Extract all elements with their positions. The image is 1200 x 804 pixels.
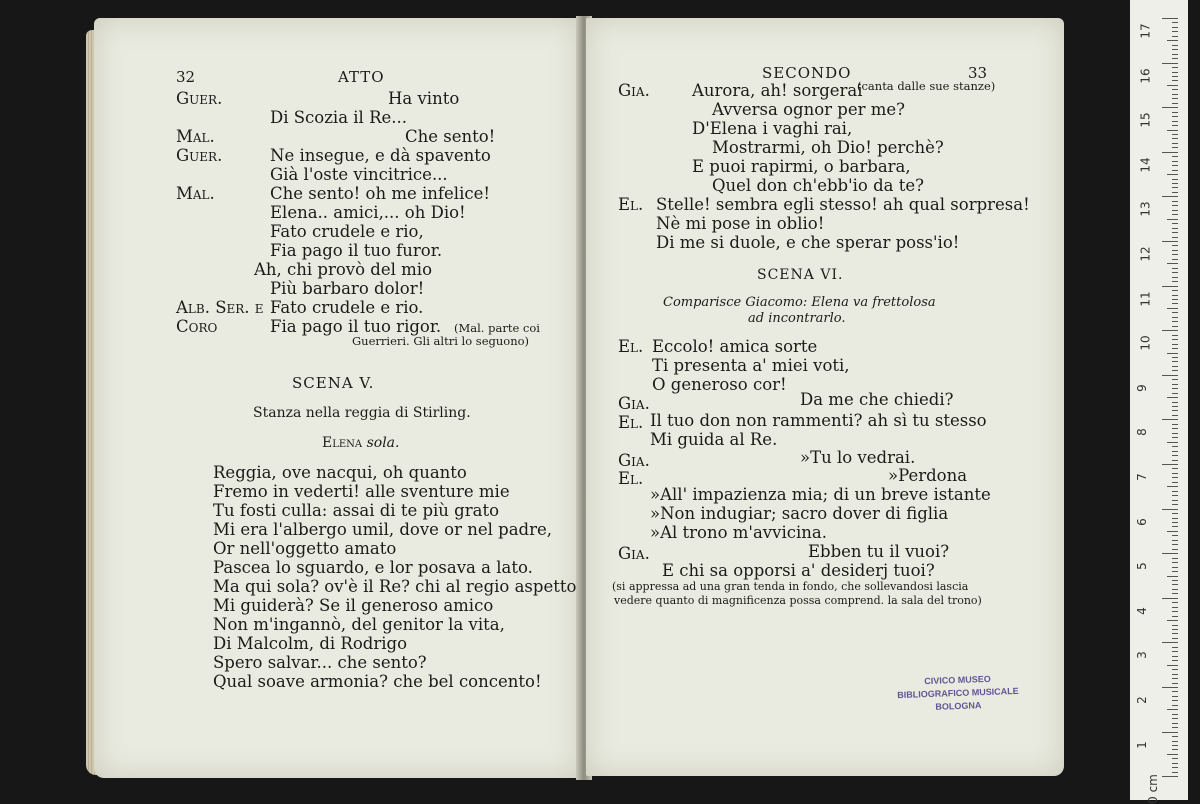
monologue-line: Or nell'oggetto amato [213, 539, 397, 558]
ruler-tick [1172, 143, 1178, 144]
verse-line: Avversa ognor per me? [712, 100, 905, 119]
ruler-tick [1172, 27, 1178, 28]
speaker: Guer. [176, 146, 223, 165]
ruler-number: 4 [1134, 606, 1149, 615]
ruler-tick [1162, 18, 1178, 19]
ruler-tick [1162, 776, 1178, 777]
ruler-number: 17 [1138, 23, 1153, 39]
library-stamp [887, 672, 1028, 716]
ruler-tick [1162, 107, 1178, 108]
speaker: El. [618, 195, 644, 214]
stage-direction: (si appressa ad una gran tenda in fondo, che sollevandosi lascia [612, 580, 969, 593]
ruler-tick [1172, 299, 1178, 300]
verse-line: Elena.. amici,... oh Dio! [270, 203, 466, 222]
ruler-number: 12 [1138, 246, 1153, 262]
verse-line: Che sento! [405, 127, 496, 146]
ruler-tick [1172, 170, 1178, 171]
ruler-tick [1172, 205, 1178, 206]
scene-setting: Stanza nella reggia di Stirling. [253, 405, 471, 421]
stage-direction: vedere quanto di magnificenza possa comprend. la sala del trono) [614, 594, 982, 607]
ruler-tick [1162, 642, 1178, 643]
ruler-tick [1172, 593, 1178, 594]
scene-character [322, 434, 399, 452]
speaker: Guer. [176, 89, 223, 108]
speaker: Gia. [618, 451, 650, 470]
ruler-tick [1172, 638, 1178, 639]
ruler-tick [1172, 589, 1178, 590]
verse-line: Ti presenta a' miei voti, [652, 356, 850, 375]
monologue-line: Mi guiderà? Se il generoso amico [213, 596, 494, 615]
ruler-tick [1172, 36, 1178, 37]
ruler-tick [1162, 375, 1178, 376]
ruler-tick [1172, 161, 1178, 162]
ruler-tick [1172, 611, 1178, 612]
ruler-tick [1172, 103, 1178, 104]
ruler-number: 8 [1134, 428, 1149, 437]
monologue-line: Spero salvar... che sento? [213, 653, 427, 672]
ruler-tick [1172, 674, 1178, 675]
ruler-tick [1172, 669, 1178, 670]
ruler-tick [1172, 232, 1178, 233]
ruler-tick [1172, 718, 1178, 719]
verse-line: Mi guida al Re. [650, 430, 778, 449]
ruler-tick [1172, 482, 1178, 483]
verse-line: E chi sa opporsi a' desiderj tuoi? [662, 561, 935, 580]
ruler-tick [1172, 112, 1178, 113]
ruler-tick [1162, 330, 1178, 331]
stamp-line: BOLOGNA [935, 700, 982, 712]
ruler-tick [1172, 460, 1178, 461]
ruler-tick [1172, 344, 1178, 345]
ruler-tick [1167, 442, 1178, 443]
ruler-number: 11 [1138, 290, 1153, 307]
verse-line: Nè mi pose in oblio! [656, 214, 825, 233]
ruler-tick [1172, 192, 1178, 193]
verse-line: Aurora, ah! sorgerai [692, 81, 863, 100]
verse-line: E puoi rapirmi, o barbara, [692, 157, 911, 176]
verse-line: »Non indugiar; sacro dover di figlia [650, 504, 949, 523]
ruler-tick [1172, 415, 1178, 416]
ruler-tick [1172, 406, 1178, 407]
ruler-tick [1172, 451, 1178, 452]
ruler-tick [1172, 335, 1178, 336]
ruler-tick [1172, 228, 1178, 229]
ruler-tick [1172, 49, 1178, 50]
ruler-tick [1172, 187, 1178, 188]
ruler-tick [1172, 254, 1178, 255]
ruler-tick [1162, 286, 1178, 287]
ruler-tick [1172, 522, 1178, 523]
scene-description: ad incontrarlo. [748, 311, 846, 326]
verse-line: »Perdona [888, 466, 968, 485]
ruler-tick [1167, 754, 1178, 755]
ruler-tick [1167, 40, 1178, 41]
ruler-tick [1172, 607, 1178, 608]
ruler-tick [1172, 361, 1178, 362]
stamp-line: BIBLIOGRAFICO MUSICALE [897, 685, 1019, 701]
ruler-tick [1172, 446, 1178, 447]
ruler-tick [1172, 366, 1178, 367]
ruler-tick [1172, 580, 1178, 581]
ruler-tick [1172, 424, 1178, 425]
ruler-number: 5 [1134, 562, 1149, 571]
ruler-tick [1172, 433, 1178, 434]
speaker: Coro [176, 317, 218, 336]
ruler-tick [1162, 553, 1178, 554]
ruler-tick [1167, 130, 1178, 131]
ruler-tick [1172, 567, 1178, 568]
ruler-tick [1167, 531, 1178, 532]
monologue-line: Ma qui sola? ov'è il Re? chi al regio aspetto [213, 577, 577, 596]
ruler-tick [1172, 76, 1178, 77]
ruler-tick [1172, 691, 1178, 692]
verse-line: Il tuo don non rammenti? ah sì tu stesso [650, 411, 987, 430]
verse-line: Già l'oste vincitrice... [270, 165, 448, 184]
ruler-tick [1172, 223, 1178, 224]
ruler-tick [1172, 455, 1178, 456]
speaker: Gia. [618, 544, 650, 563]
ruler-tick [1172, 736, 1178, 737]
verse-line: Ah, chi provò del mio [254, 260, 433, 279]
page-number-right: 33 [968, 64, 988, 82]
ruler-tick [1172, 683, 1178, 684]
ruler-tick [1172, 705, 1178, 706]
ruler-tick [1162, 196, 1178, 197]
ruler-tick [1172, 388, 1178, 389]
monologue-line: Fremo in vederti! alle sventure mie [213, 482, 510, 501]
ruler-tick [1172, 558, 1178, 559]
ruler-number: 6 [1134, 517, 1149, 526]
ruler-tick [1172, 656, 1178, 657]
ruler-tick [1172, 72, 1178, 73]
ruler-tick [1172, 357, 1178, 358]
ruler-tick [1167, 85, 1178, 86]
ruler-tick [1172, 393, 1178, 394]
monologue-line: Pascea lo sguardo, e lor posava a lato. [213, 558, 533, 577]
monologue-line: Non m'ingannò, del genitor la vita, [213, 615, 505, 634]
ruler-tick [1172, 540, 1178, 541]
stage-direction: Guerrieri. Gli altri lo seguono) [352, 334, 530, 348]
ruler-tick [1172, 651, 1178, 652]
ruler-number: 7 [1134, 473, 1149, 481]
ruler-tick [1172, 245, 1178, 246]
ruler-tick [1172, 647, 1178, 648]
ruler-tick [1172, 562, 1178, 563]
ruler-tick [1172, 402, 1178, 403]
ruler-tick [1172, 763, 1178, 764]
ruler-tick [1172, 518, 1178, 519]
monologue-line: Reggia, ove nacqui, oh quanto [213, 463, 467, 482]
ruler-number: 1 [1134, 740, 1149, 749]
ruler-tick [1162, 464, 1178, 465]
ruler-tick [1172, 544, 1178, 545]
character-name: Elena [322, 435, 363, 451]
ruler-tick [1172, 535, 1178, 536]
ruler-number: 0 cm [1145, 774, 1160, 804]
verse-line: Ha vinto [388, 89, 460, 108]
ruler-tick [1172, 549, 1178, 550]
verse-line: Fato crudele e rio, [270, 222, 424, 241]
ruler-tick [1172, 67, 1178, 68]
ruler-tick [1172, 629, 1178, 630]
ruler-tick [1172, 281, 1178, 282]
ruler-tick [1162, 732, 1178, 733]
ruler-tick [1172, 125, 1178, 126]
ruler-tick [1167, 353, 1178, 354]
ruler-tick [1167, 486, 1178, 487]
verse-line: Di Scozia il Re... [270, 108, 408, 127]
ruler-tick [1172, 602, 1178, 603]
ruler-tick [1172, 94, 1178, 95]
ruler-tick [1172, 214, 1178, 215]
ruler-tick [1167, 174, 1178, 175]
ruler-tick [1172, 268, 1178, 269]
verse-line: Eccolo! amica sorte [652, 337, 818, 356]
ruler-tick [1172, 749, 1178, 750]
ruler-tick [1172, 370, 1178, 371]
verse-line: Fia pago il tuo furor. [270, 241, 443, 260]
verse-line: Di me si duole, e che sperar poss'io! [656, 233, 960, 252]
verse-line: Quel don ch'ebb'io da te? [712, 176, 924, 195]
ruler-tick [1172, 312, 1178, 313]
scene-description: Comparisce Giacomo: Elena va frettolosa [663, 295, 936, 310]
verse-line: Ne insegue, e dà spavento [270, 146, 491, 165]
ruler-tick [1172, 758, 1178, 759]
ruler-tick [1172, 98, 1178, 99]
ruler-tick [1172, 477, 1178, 478]
ruler-tick [1172, 526, 1178, 527]
verse-line: D'Elena i vaghi rai, [692, 119, 853, 138]
verse-line: Mostrarmi, oh Dio! perchè? [712, 138, 944, 157]
ruler-tick [1172, 54, 1178, 55]
monologue-line: Di Malcolm, di Rodrigo [213, 634, 408, 653]
ruler-number: 16 [1138, 67, 1153, 84]
ruler-tick [1172, 317, 1178, 318]
ruler-tick [1172, 468, 1178, 469]
ruler-tick [1172, 321, 1178, 322]
ruler-tick [1172, 147, 1178, 148]
ruler-tick [1172, 58, 1178, 59]
ruler-tick [1172, 741, 1178, 742]
speaker: Mal. [176, 127, 215, 146]
verse-line: Fia pago il tuo rigor. [270, 317, 442, 336]
ruler-tick [1172, 584, 1178, 585]
ruler-tick [1172, 767, 1178, 768]
ruler-tick [1172, 696, 1178, 697]
ruler-tick [1167, 709, 1178, 710]
ruler-tick [1167, 620, 1178, 621]
ruler-tick [1167, 576, 1178, 577]
ruler-number: 13 [1138, 201, 1153, 218]
ruler-tick [1172, 500, 1178, 501]
ruler-tick [1172, 121, 1178, 122]
character-note: sola. [366, 435, 400, 451]
running-head-right: SECONDO [762, 64, 852, 82]
ruler-tick [1162, 63, 1178, 64]
speaker: El. [618, 469, 644, 488]
ruler-tick [1172, 491, 1178, 492]
ruler-tick [1172, 625, 1178, 626]
ruler-tick [1172, 727, 1178, 728]
verse-line: »Al trono m'avvicina. [650, 523, 827, 542]
ruler-tick [1172, 348, 1178, 349]
ruler-tick [1162, 152, 1178, 153]
verse-line: Più barbaro dolor! [270, 279, 425, 298]
speaker: Gia. [618, 394, 650, 413]
ruler-tick [1172, 138, 1178, 139]
ruler-tick [1172, 714, 1178, 715]
measuring-ruler [1130, 0, 1188, 804]
running-head-left: ATTO [338, 68, 385, 86]
ruler-tick [1172, 22, 1178, 23]
ruler-tick [1162, 509, 1178, 510]
ruler-tick [1172, 772, 1178, 773]
ruler-tick [1172, 513, 1178, 514]
verse-line: Fato crudele e rio. [270, 298, 424, 317]
ruler-tick [1172, 116, 1178, 117]
ruler-tick [1172, 437, 1178, 438]
monologue-line: Tu fosti culla: assai di te più grato [213, 501, 500, 520]
ruler-tick [1172, 303, 1178, 304]
ruler-tick [1172, 473, 1178, 474]
ruler-tick [1172, 410, 1178, 411]
ruler-tick [1172, 179, 1178, 180]
ruler-tick [1172, 80, 1178, 81]
ruler-tick [1172, 210, 1178, 211]
stamp-line: CIVICO MUSEO [924, 673, 991, 687]
ruler-tick [1167, 263, 1178, 264]
stage-direction: (canta dalle sue stanze) [857, 79, 996, 93]
scene-title: SCENA VI. [757, 267, 844, 283]
speaker: Gia. [618, 81, 650, 100]
ruler-tick [1167, 219, 1178, 220]
ruler-tick [1167, 308, 1178, 309]
ruler-tick [1162, 419, 1178, 420]
verse-line: Stelle! sembra egli stesso! ah qual sorpresa! [656, 195, 1030, 214]
ruler-tick [1172, 89, 1178, 90]
ruler-number: 9 [1134, 383, 1149, 392]
verse-line: »Tu lo vedrai. [800, 448, 916, 467]
ruler-tick [1172, 339, 1178, 340]
page-number-left: 32 [176, 68, 196, 86]
ruler-tick [1172, 183, 1178, 184]
ruler-tick [1172, 272, 1178, 273]
ruler-tick [1172, 295, 1178, 296]
ruler-tick [1172, 616, 1178, 617]
ruler-tick [1172, 428, 1178, 429]
ruler-tick [1172, 326, 1178, 327]
ruler-tick [1172, 571, 1178, 572]
speaker: Mal. [176, 184, 215, 203]
ruler-tick [1172, 259, 1178, 260]
ruler-tick [1172, 633, 1178, 634]
monologue-line: Qual soave armonia? che bel concento! [213, 672, 542, 691]
ruler-tick [1172, 384, 1178, 385]
ruler-tick [1172, 165, 1178, 166]
ruler-tick [1167, 397, 1178, 398]
ruler-tick [1172, 201, 1178, 202]
ruler-tick [1167, 665, 1178, 666]
speaker: El. [618, 337, 644, 356]
ruler-tick [1172, 723, 1178, 724]
ruler-number: 10 [1138, 335, 1153, 351]
ruler-number: 15 [1138, 112, 1153, 128]
ruler-tick [1172, 45, 1178, 46]
ruler-tick [1172, 660, 1178, 661]
ruler-tick [1172, 504, 1178, 505]
ruler-tick [1172, 237, 1178, 238]
verse-line: »All' impazienza mia; di un breve istante [650, 485, 991, 504]
monologue-line: Mi era l'albergo umil, dove or nel padre, [213, 520, 553, 539]
ruler-number: 3 [1134, 651, 1149, 660]
ruler-tick [1162, 687, 1178, 688]
ruler-tick [1162, 598, 1178, 599]
verse-line: Che sento! oh me infelice! [270, 184, 490, 203]
ruler-tick [1172, 156, 1178, 157]
speaker: Alb. Ser. e [176, 298, 264, 317]
ruler-tick [1172, 700, 1178, 701]
verse-line: O generoso cor! [652, 375, 787, 394]
ruler-tick [1172, 290, 1178, 291]
ruler-tick [1162, 241, 1178, 242]
ruler-tick [1172, 277, 1178, 278]
ruler-tick [1172, 379, 1178, 380]
verse-line: Da me che chiedi? [800, 390, 954, 409]
stage-direction: (Mal. parte coi [454, 321, 540, 335]
ruler-number: 14 [1138, 157, 1153, 173]
ruler-tick [1172, 250, 1178, 251]
ruler-tick [1172, 678, 1178, 679]
speaker: El. [618, 413, 644, 432]
ruler-tick [1172, 31, 1178, 32]
scene-title: SCENA V. [292, 374, 375, 392]
ruler-tick [1172, 745, 1178, 746]
ruler-number: 2 [1134, 696, 1149, 704]
ruler-tick [1172, 134, 1178, 135]
ruler-tick [1172, 495, 1178, 496]
verse-line: Ebben tu il vuoi? [808, 542, 950, 561]
